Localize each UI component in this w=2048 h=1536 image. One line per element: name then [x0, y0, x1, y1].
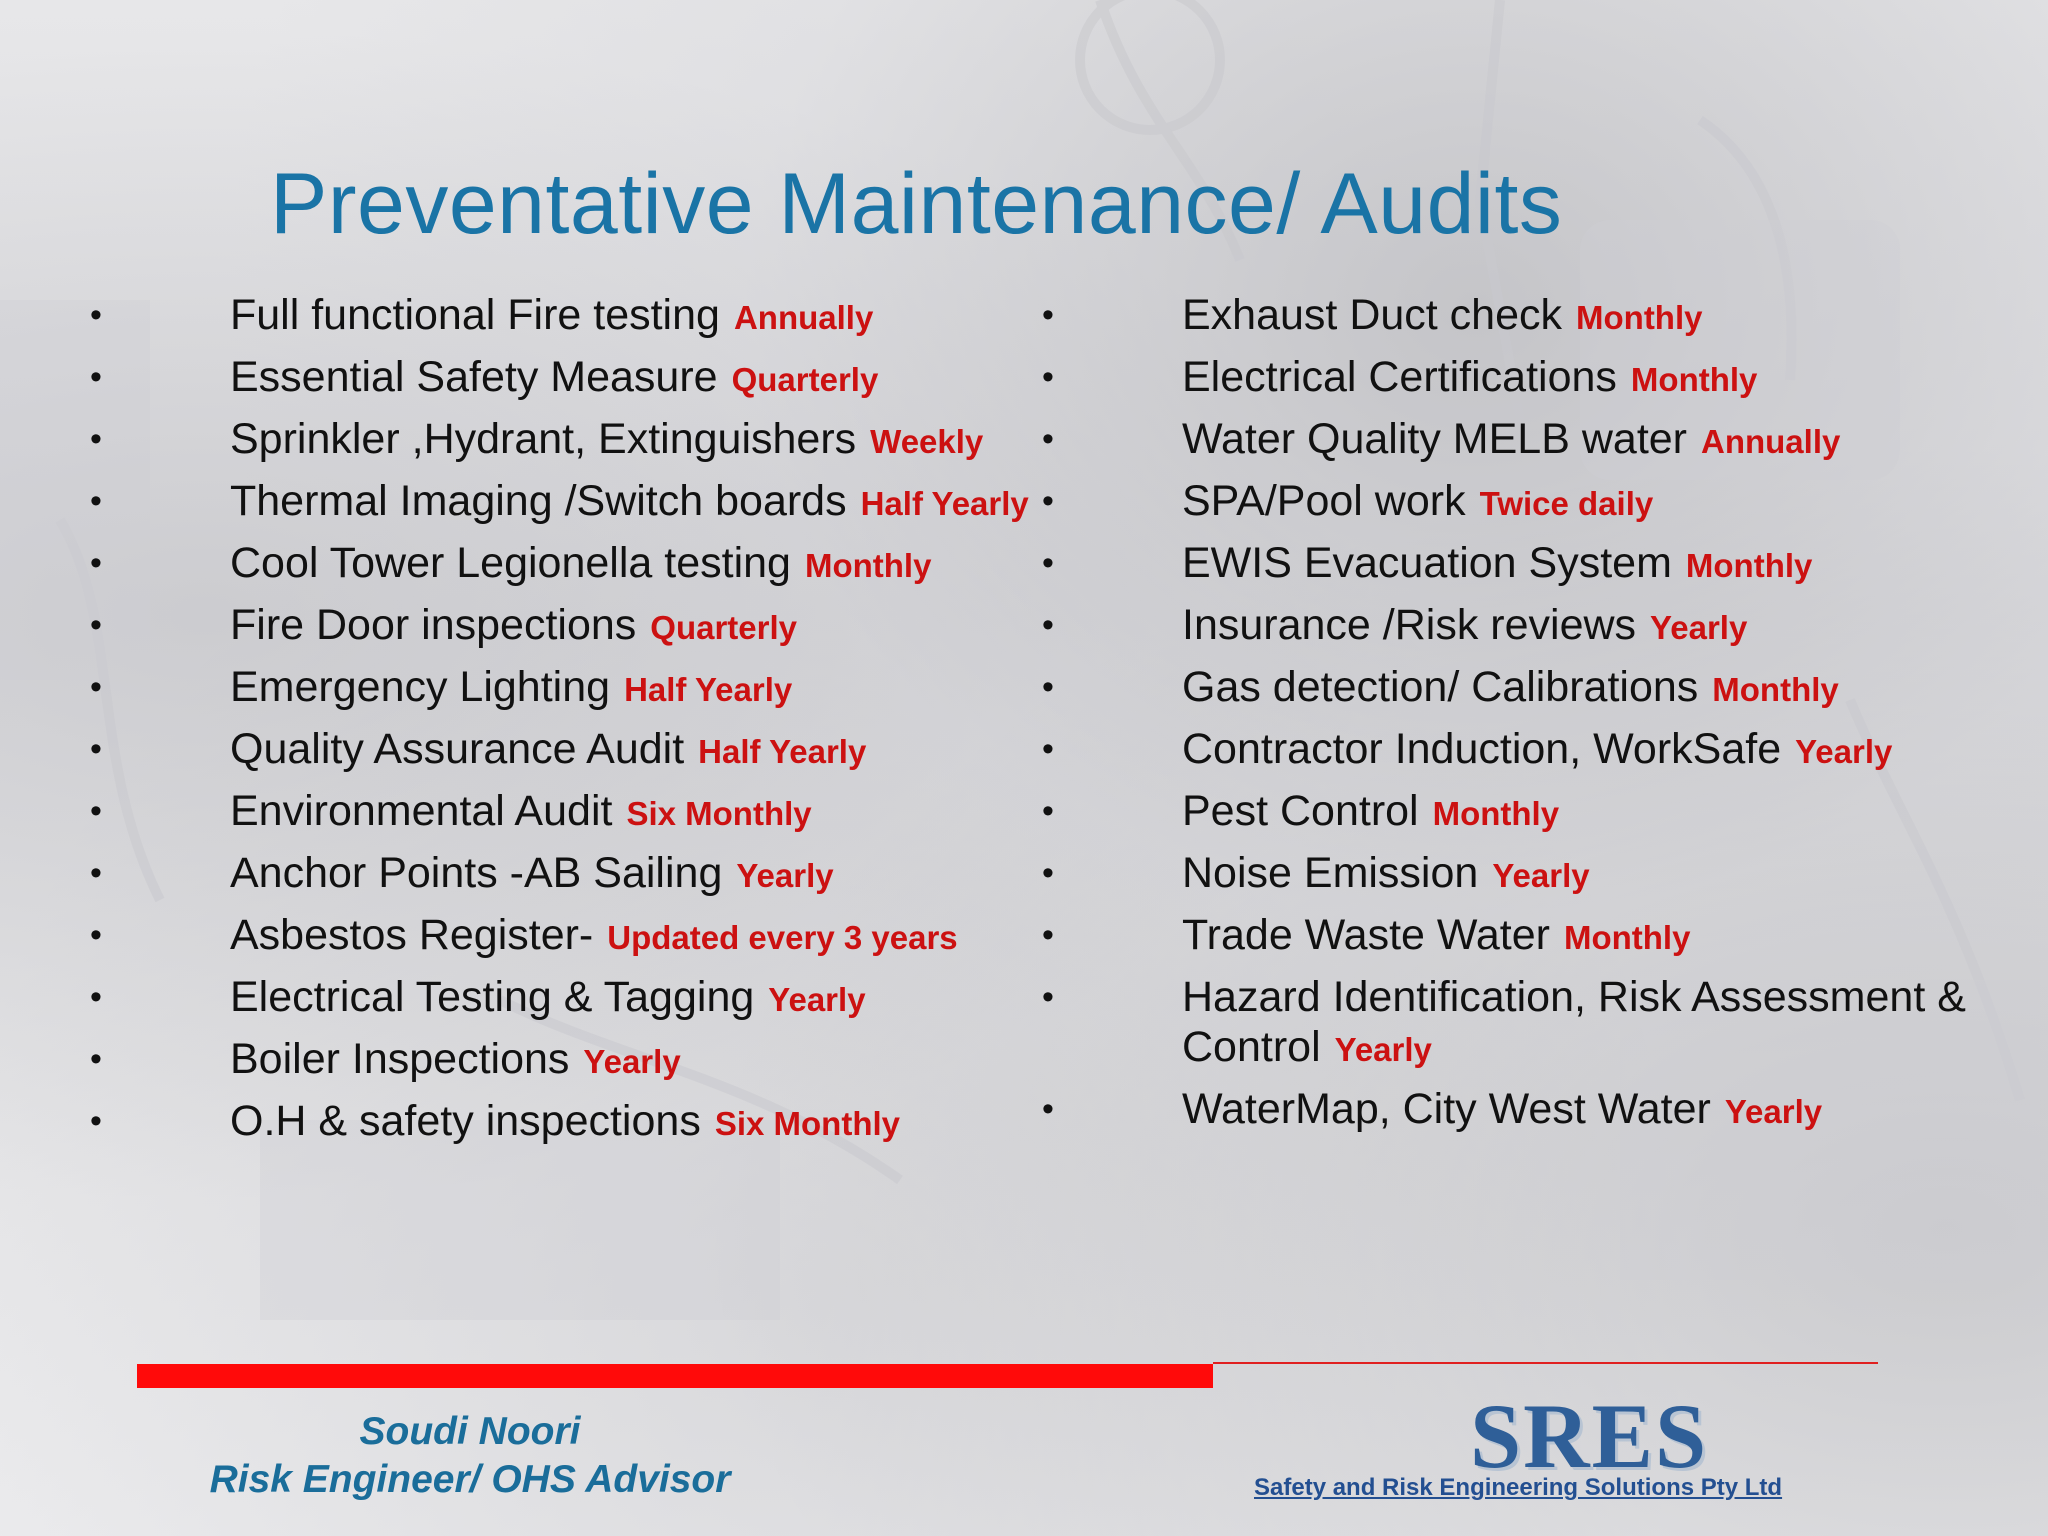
list-item [1042, 910, 2022, 963]
list-item [1042, 414, 2022, 467]
item-label: Water Quality MELB water [1182, 415, 1687, 463]
frequency-label: Half Yearly [624, 671, 793, 708]
frequency-label: Monthly [804, 547, 932, 584]
list-item [90, 724, 1040, 777]
frequency-label: Monthly [1563, 919, 1691, 956]
item-label: EWIS Evacuation System [1182, 539, 1672, 587]
list-item [1042, 1084, 2022, 1137]
list-item [1042, 476, 2022, 529]
bullet-icon: • [90, 358, 102, 396]
bullet-icon: • [1042, 544, 1054, 582]
item-label: Sprinkler ,Hydrant, Extinguishers [230, 415, 857, 463]
list-item [90, 600, 1040, 653]
list-item [90, 414, 1040, 467]
item-label: Environmental Audit [230, 787, 613, 835]
item-label: Asbestos Register- [230, 911, 594, 959]
item-label: Noise Emission [1182, 849, 1479, 897]
item-label: Thermal Imaging /Switch boards [230, 477, 847, 525]
footer-divider-line [1213, 1362, 1878, 1364]
frequency-label: Monthly [1576, 299, 1703, 336]
item-label: WaterMap, City West Water [1182, 1085, 1711, 1133]
list-item [90, 848, 1040, 901]
list-item [1042, 290, 2022, 343]
logo-subtitle: Safety and Risk Engineering Solutions Pty Ltd [1254, 1474, 1783, 1501]
bullet-icon: • [90, 730, 102, 768]
bullet-icon: • [90, 854, 102, 892]
frequency-label: Half Yearly [860, 485, 1029, 522]
bullet-icon: • [90, 1040, 102, 1078]
bullet-icon: • [1042, 296, 1054, 334]
item-label: Fire Door inspections [230, 601, 637, 649]
list-item [90, 972, 1040, 1025]
bullet-icon: • [90, 296, 102, 334]
bullet-icon: • [90, 978, 102, 1016]
frequency-label: Weekly [870, 423, 984, 460]
frequency-label: Monthly [1432, 795, 1560, 832]
frequency-label: Half Yearly [698, 733, 867, 770]
footer-red-bar [137, 1364, 1213, 1388]
item-label: Essential Safety Measure [230, 353, 718, 401]
right-checklist [1042, 290, 2022, 1146]
author-block [200, 1408, 740, 1504]
item-label: Contractor Induction, WorkSafe [1182, 725, 1782, 773]
bullet-icon: • [90, 668, 102, 706]
list-item [1042, 352, 2022, 405]
frequency-label: Twice daily [1479, 485, 1654, 522]
list-item [1042, 662, 2022, 715]
author-name: Soudi Noori [359, 1410, 581, 1453]
frequency-label: Quarterly [731, 361, 879, 398]
frequency-label: Yearly [583, 1043, 681, 1080]
list-item [90, 910, 1040, 963]
bullet-icon: • [90, 606, 102, 644]
item-label: Gas detection/ Calibrations [1182, 663, 1699, 711]
frequency-label: Yearly [736, 857, 834, 894]
slide-title: Preventative Maintenance/ Audits [270, 156, 1563, 252]
frequency-label: Six Monthly [714, 1105, 901, 1142]
item-label: Hazard Identification, Risk Assessment & Control [1182, 973, 1966, 1071]
frequency-label: Yearly [1650, 609, 1748, 646]
bullet-icon: • [1042, 854, 1054, 892]
bullet-icon: • [1042, 482, 1054, 520]
left-checklist [90, 290, 1040, 1158]
list-item [90, 1034, 1040, 1087]
item-label: Full functional Fire testing [230, 291, 720, 339]
bullet-icon: • [90, 1102, 102, 1140]
bullet-icon: • [90, 420, 102, 458]
list-item [1042, 724, 2022, 777]
list-item [90, 662, 1040, 715]
frequency-label: Yearly [1795, 733, 1893, 770]
item-label: Cool Tower Legionella testing [230, 539, 791, 587]
item-label: Emergency Lighting [230, 663, 611, 711]
frequency-label: Monthly [1712, 671, 1839, 708]
bullet-icon: • [1042, 730, 1054, 768]
item-label: Anchor Points -AB Sailing [230, 849, 723, 897]
frequency-label: Monthly [1630, 361, 1758, 398]
item-label: SPA/Pool work [1182, 477, 1466, 525]
bullet-icon: • [1042, 606, 1054, 644]
bullet-icon: • [1042, 358, 1054, 396]
bullet-icon: • [1042, 668, 1054, 706]
bullet-icon: • [90, 792, 102, 830]
list-item [1042, 848, 2022, 901]
item-label: Electrical Certifications [1182, 353, 1617, 401]
frequency-label: Annually [1701, 423, 1841, 460]
frequency-label: Updated every 3 years [607, 919, 958, 956]
list-item [1042, 786, 2022, 839]
frequency-label: Yearly [1724, 1093, 1823, 1130]
list-item [90, 538, 1040, 591]
frequency-label: Quarterly [650, 609, 798, 646]
frequency-label: Six Monthly [626, 795, 812, 832]
list-item [90, 786, 1040, 839]
item-label: Electrical Testing & Tagging [230, 973, 755, 1021]
item-label: Exhaust Duct check [1182, 291, 1563, 339]
list-item [1042, 600, 2022, 653]
list-item [90, 352, 1040, 405]
bullet-icon: • [1042, 792, 1054, 830]
item-label: Trade Waste Water [1182, 911, 1550, 959]
sres-logo [1250, 1385, 1950, 1510]
frequency-label: Yearly [1492, 857, 1590, 894]
bullet-icon: • [90, 916, 102, 954]
item-label: Insurance /Risk reviews [1182, 601, 1637, 649]
bullet-icon: • [1042, 420, 1054, 458]
frequency-label: Annually [733, 299, 874, 336]
item-label: Pest Control [1182, 787, 1419, 835]
frequency-label: Yearly [1334, 1031, 1432, 1068]
list-item [90, 290, 1040, 343]
frequency-label: Yearly [768, 981, 866, 1018]
item-label: Quality Assurance Audit [230, 725, 685, 773]
bullet-icon: • [1042, 978, 1054, 1016]
item-label: O.H & safety inspections [230, 1097, 701, 1145]
bullet-icon: • [1042, 1090, 1054, 1128]
bullet-icon: • [1042, 916, 1054, 954]
list-item [90, 1096, 1040, 1149]
list-item [90, 476, 1040, 529]
list-item [1042, 538, 2022, 591]
author-role: Risk Engineer/ OHS Advisor [209, 1458, 731, 1501]
item-label: Boiler Inspections [230, 1035, 570, 1083]
list-item [1042, 972, 2022, 1075]
logo-mark: SRES [1470, 1385, 1709, 1487]
bullet-icon: • [90, 544, 102, 582]
frequency-label: Monthly [1685, 547, 1813, 584]
bullet-icon: • [90, 482, 102, 520]
